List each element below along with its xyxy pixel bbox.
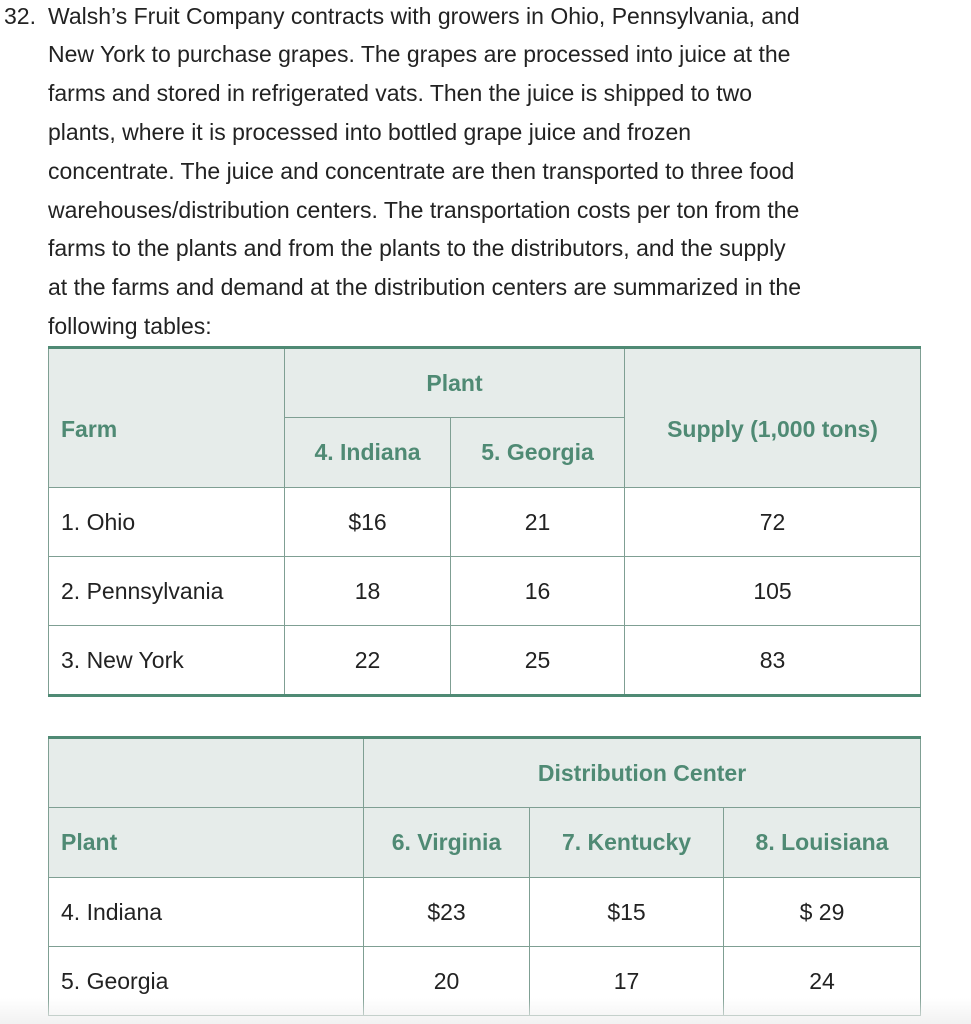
cost-cell: 18 xyxy=(285,557,451,626)
problem-line: concentrate. The juice and concentrate are then transported to three food xyxy=(48,158,795,184)
table-row xyxy=(49,626,921,696)
cost-cell: $23 xyxy=(364,878,530,947)
row-label: 5. Georgia xyxy=(49,947,364,1016)
empty-header-cell xyxy=(49,738,364,808)
supply-cell: 83 xyxy=(625,626,921,696)
table-row xyxy=(49,947,921,1016)
table-row xyxy=(49,557,921,626)
row-label: 4. Indiana xyxy=(49,878,364,947)
column-header-indiana: 4. Indiana xyxy=(285,418,451,488)
problem-number: 32. xyxy=(4,3,36,29)
cost-cell: $16 xyxy=(285,488,451,557)
column-header-virginia: 6. Virginia xyxy=(364,808,530,878)
cost-cell: 24 xyxy=(724,947,921,1016)
cost-cell: 25 xyxy=(451,626,625,696)
column-header-georgia: 5. Georgia xyxy=(451,418,625,488)
farm-plant-table xyxy=(48,346,921,697)
problem-line: Walsh’s Fruit Company contracts with growers in Ohio, Pennsylvania, and xyxy=(48,3,800,29)
supply-header: Supply (1,000 tons) xyxy=(625,348,921,488)
row-label: 3. New York xyxy=(49,626,285,696)
problem-line: farms and stored in refrigerated vats. Then the juice is shipped to two xyxy=(48,80,753,106)
problem-line: warehouses/distribution centers. The transportation costs per ton from the xyxy=(48,197,800,223)
cost-cell: $ 29 xyxy=(724,878,921,947)
table-row xyxy=(49,488,921,557)
supply-cell: 72 xyxy=(625,488,921,557)
cost-cell: 17 xyxy=(530,947,724,1016)
problem-line: New York to purchase grapes. The grapes are processed into juice at the xyxy=(48,41,791,67)
problem-line: at the farms and demand at the distribution centers are summarized in the xyxy=(48,274,802,300)
cost-cell: 16 xyxy=(451,557,625,626)
row-label: 1. Ohio xyxy=(49,488,285,557)
plant-header: Plant xyxy=(49,808,364,878)
problem-line: plants, where it is processed into bottled grape juice and frozen xyxy=(48,119,692,145)
farm-header: Farm xyxy=(49,348,285,488)
problem-line: farms to the plants and from the plants to the distributors, and the supply xyxy=(48,235,786,261)
column-header-kentucky: 7. Kentucky xyxy=(530,808,724,878)
plant-header: Plant xyxy=(285,348,625,418)
cost-cell: 21 xyxy=(451,488,625,557)
table-row xyxy=(49,878,921,947)
column-header-louisiana: 8. Louisiana xyxy=(724,808,921,878)
cost-cell: 20 xyxy=(364,947,530,1016)
supply-cell: 105 xyxy=(625,557,921,626)
problem-line: following tables: xyxy=(48,313,212,339)
cost-cell: 22 xyxy=(285,626,451,696)
cost-cell: $15 xyxy=(530,878,724,947)
distribution-center-header: Distribution Center xyxy=(364,738,921,808)
row-label: 2. Pennsylvania xyxy=(49,557,285,626)
plant-distribution-table xyxy=(48,736,921,1016)
